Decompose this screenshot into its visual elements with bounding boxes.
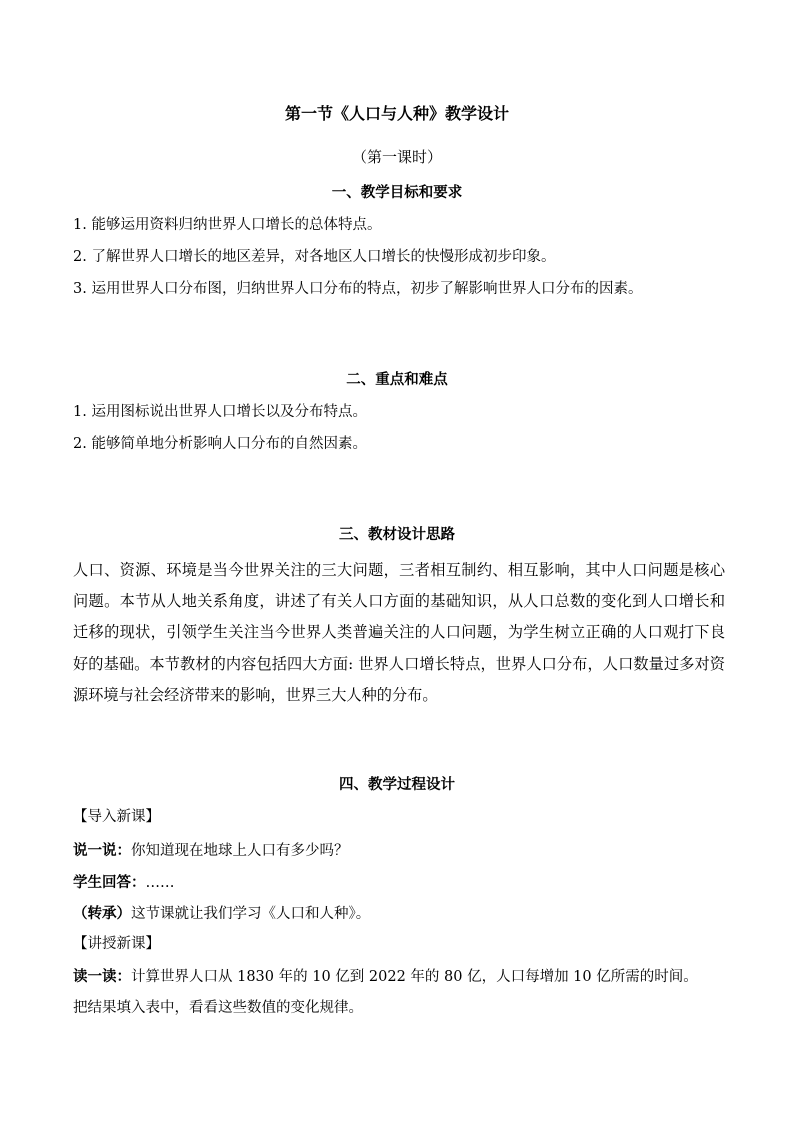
- key-point-item: 1. 运用图标说出世界人口增长以及分布特点。: [73, 404, 367, 420]
- section-heading-key-points: 二、重点和难点: [346, 372, 448, 388]
- goal-item: 3. 运用世界人口分布图，归纳世界人口分布的特点，初步了解影响世界人口分布的因素。: [73, 281, 643, 297]
- section-heading-design-idea: 三、教材设计思路: [339, 527, 455, 543]
- say-line: [73, 839, 349, 863]
- goal-item: 1. 能够运用资料归纳世界人口增长的总体特点。: [73, 217, 382, 233]
- say-text: 你知道现在地球上人口有多少吗？: [131, 843, 349, 859]
- read-label: 读一读：: [73, 969, 131, 985]
- transition-text: 这节课就让我们学习《人口和人种》。: [131, 906, 371, 922]
- read-line-continued: 把结果填入表中，看看这些数值的变化规律。: [73, 1000, 363, 1016]
- read-line: [73, 965, 698, 989]
- transition-line: [73, 902, 370, 926]
- section-heading-goals: 一、教学目标和要求: [331, 185, 463, 201]
- document-title: 第一节《人口与人种》教学设计: [284, 104, 509, 123]
- say-label: 说一说：: [73, 843, 131, 859]
- read-text: 计算世界人口从 1830 年的 10 亿到 2022 年的 80 亿，人口每增加 10 亿所需的时间。: [131, 969, 698, 985]
- transition-label: （转承）: [73, 906, 131, 922]
- answer-line: [73, 871, 175, 895]
- new-lesson-label: 【讲授新课】: [73, 936, 160, 952]
- answer-label: 学生回答：: [73, 875, 146, 891]
- intro-label: 【导入新课】: [73, 809, 160, 825]
- section-heading-process: 四、教学过程设计: [339, 777, 455, 793]
- lesson-period: （第一课时）: [351, 148, 442, 166]
- answer-text: ……: [145, 875, 175, 891]
- design-idea-paragraph: 人口、资源、环境是当今世界关注的三大问题，三者相互制约、相互影响，其中人口问题是核心问题。本节从人地关系角度，讲述了有关人口方面的基础知识，从人口总数的变化到人口增长和迁移的现状，引领学生关注当今世界人类普遍关注的人口问题，为学生树立正确的人口观打下良好的基础。本节教材的内容包括四大方面: 世界人口增长特点，世界人口分布，人口数量过多对资源环境与社会经济带来的影响，世界三大人种的分布。: [73, 561, 725, 704]
- key-point-item: 2. 能够简单地分析影响人口分布的自然因素。: [73, 436, 367, 452]
- goal-item: 2. 了解世界人口增长的地区差异，对各地区人口增长的快慢形成初步印象。: [73, 249, 556, 265]
